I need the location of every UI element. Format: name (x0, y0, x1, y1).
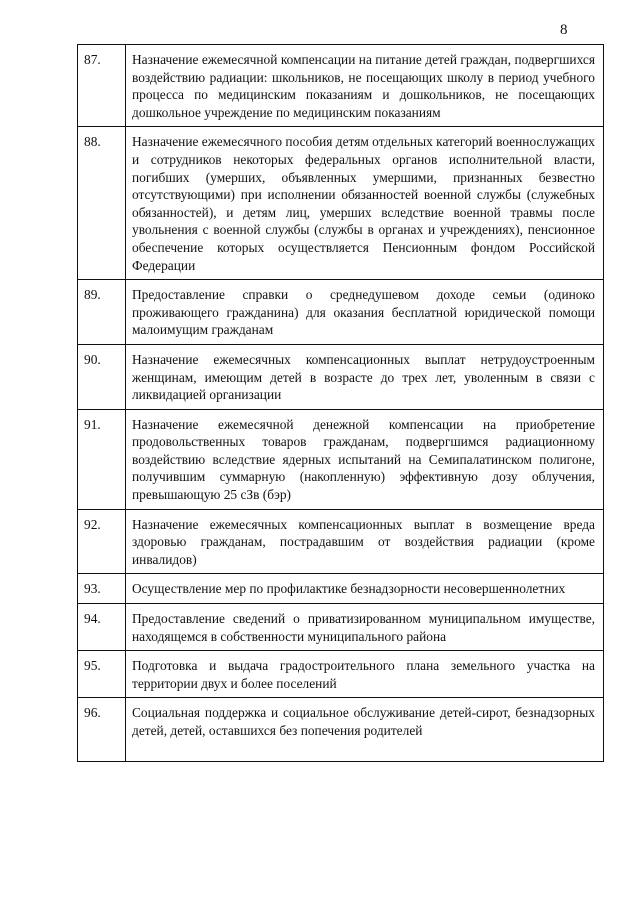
row-description: Назначение ежемесячных компенсационных выплат нетрудоустроенным женщинам, имеющим детей в возрасте до трех лет, уволенным в связи с ликвидацией организации (126, 344, 604, 409)
row-number: 90. (78, 344, 126, 409)
table-row (78, 698, 604, 762)
table-row (78, 45, 604, 127)
table-row (78, 509, 604, 574)
row-description: Назначение ежемесячной компенсации на питание детей граждан, подвергшихся воздействию радиации: школьников, не посещающих школу в период учебного процесса по медицинским показаниям и дошкольников, не посещающих дошкольное учреждение по медицинским показаниям (126, 45, 604, 127)
row-number: 92. (78, 509, 126, 574)
table-row (78, 409, 604, 509)
row-number: 96. (78, 698, 126, 762)
row-description: Назначение ежемесячной денежной компенсации на приобретение продовольственных товаров гражданам, подвергшимся радиационному воздействию вследствие ядерных испытаний на Семипалатинском полигоне, получившим суммарную (накопленную) эффективную дозу облучения, превышающую 25 сЗв (бэр) (126, 409, 604, 509)
row-description: Назначение ежемесячных компенсационных выплат в возмещение вреда здоровью гражданам, пострадавшим от воздействия радиации (кроме инвалидов) (126, 509, 604, 574)
row-number: 94. (78, 604, 126, 651)
row-number: 95. (78, 651, 126, 698)
table-row (78, 344, 604, 409)
table-row (78, 574, 604, 604)
row-number: 89. (78, 280, 126, 345)
row-number: 88. (78, 127, 126, 280)
row-description: Назначение ежемесячного пособия детям отдельных категорий военнослужащих и сотрудников некоторых федеральных органов исполнительной власти, погибших (умерших, объявленных умершими, признанных безвестно отсутствующими) при исполнении обязанностей военной службы (служебных обязанностей), и детям лиц, умерших вследствие военной травмы после увольнения с военной службы (службы в органах и учреждениях), пенсионное обеспечение которых осуществляется Пенсионным фондом Российской Федерации (126, 127, 604, 280)
row-description: Предоставление справки о среднедушевом доходе семьи (одиноко проживающего гражданина) для оказания бесплатной юридической помощи малоимущим гражданам (126, 280, 604, 345)
row-number: 93. (78, 574, 126, 604)
row-description: Подготовка и выдача градостроительного плана земельного участка на территории двух и более поселений (126, 651, 604, 698)
table-row (78, 604, 604, 651)
row-number: 87. (78, 45, 126, 127)
row-description: Осуществление мер по профилактике безнадзорности несовершеннолетних (126, 574, 604, 604)
row-number: 91. (78, 409, 126, 509)
row-description: Предоставление сведений о приватизированном муниципальном имуществе, находящемся в собственности муниципального района (126, 604, 604, 651)
services-table (77, 44, 604, 762)
table-row (78, 127, 604, 280)
table-row (78, 651, 604, 698)
table-row (78, 280, 604, 345)
row-description: Социальная поддержка и социальное обслуживание детей-сирот, безнадзорных детей, детей, оставшихся без попечения родителей (126, 698, 604, 762)
page-number: 8 (560, 22, 568, 38)
